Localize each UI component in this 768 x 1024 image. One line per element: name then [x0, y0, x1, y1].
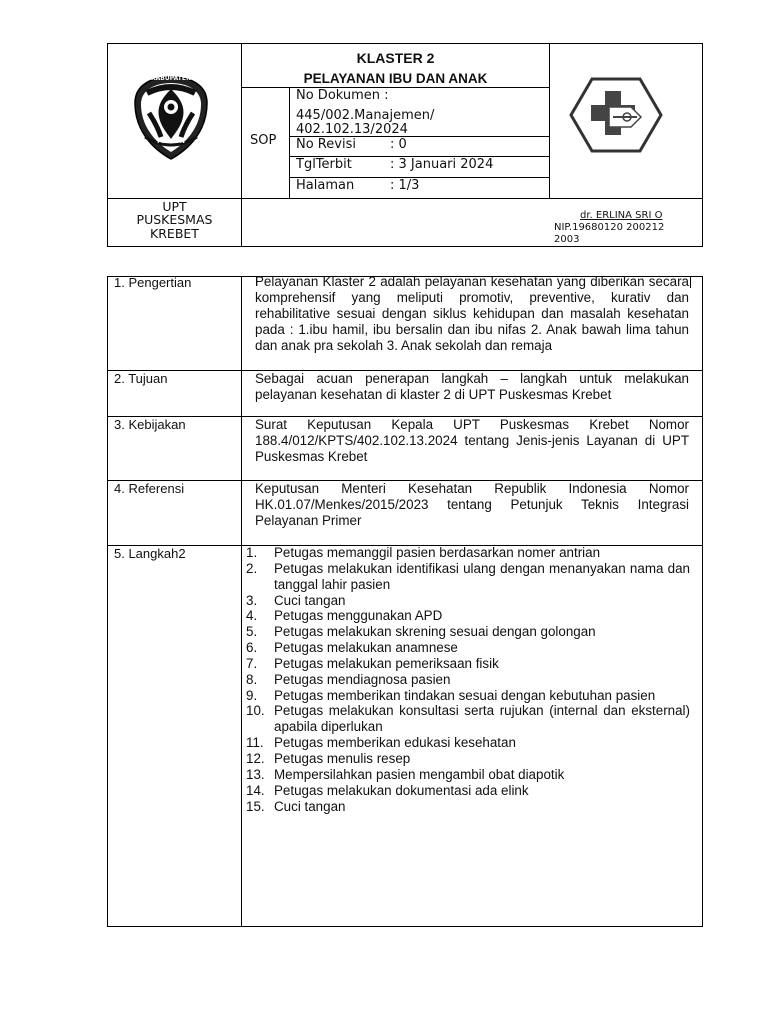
step-number: 3. — [246, 592, 258, 608]
sop-label: SOP — [250, 133, 277, 148]
list-item — [246, 608, 690, 624]
logo-text-bottom: MADIUN — [157, 138, 185, 145]
signer-nip-year: 2003 — [554, 234, 580, 245]
list-item — [246, 592, 690, 609]
halaman-value: : 1/3 — [390, 178, 420, 193]
no-revisi-label: No Revisi — [296, 137, 356, 152]
list-item — [246, 766, 690, 783]
step-number: 6. — [246, 640, 258, 656]
section-text-kebijakan: Surat Keputusan Kepala UPT Puskesmas Krebet Nomor 188.4/012/KPTS/402.102.13.2024 tentang Jenis-jenis Layanan di UPT Puskesmas Krebet — [255, 417, 689, 464]
tgl-terbit-value: : 3 Januari 2024 — [390, 157, 494, 172]
step-text: Petugas melakukan anamnese — [274, 640, 458, 656]
section-text-tujuan: Sebagai acuan penerapan langkah – langkah untuk melakukan pelayanan kesehatan di klaster 2 di UPT Puskesmas Krebet — [255, 371, 689, 402]
no-revisi-value: : 0 — [390, 137, 407, 152]
list-item — [246, 798, 690, 815]
list-item — [246, 640, 690, 656]
section-text-pengertian: Pelayanan Klaster 2 adalah pelayanan kesehatan yang diberikan secara komprehensif yang meliputi promotiv, preventive, kurativ dan rehabilitative sesuai dengan siklus kehidupan dan masalah kesehatan pada : 1.ibu hamil, ibu bersalin dan ibu nifas 2. Anak bawah lima tahun dan anak pra sekolah 3. Anak sekolah dan remaja — [255, 274, 689, 353]
step-text: Petugas melakukan dokumentasi ada elink — [274, 782, 529, 798]
step-number: 13. — [246, 766, 265, 782]
step-number: 14. — [246, 782, 265, 798]
list-item — [246, 671, 690, 688]
madiun-regency-emblem-icon — [131, 73, 211, 161]
step-number: 1. — [246, 545, 258, 560]
step-number: 4. — [246, 608, 258, 624]
step-number: 15. — [246, 798, 265, 814]
no-dokumen-label: No Dokumen : — [296, 88, 389, 103]
step-text: Petugas memanggil pasien berdasarkan nomer antrian — [274, 545, 601, 560]
step-text: Mempersilahkan pasien mengambil obat diapotik — [274, 766, 565, 782]
document-title-klaster: KLASTER 2 — [356, 50, 435, 66]
step-number: 8. — [246, 671, 258, 687]
step-text: Petugas melakukan identifikasi ulang dengan menanyakan nama dan tanggal lahir pasien — [274, 560, 690, 592]
section-label-pengertian: 1. Pengertian — [114, 275, 192, 290]
step-text: Cuci tangan — [274, 592, 346, 608]
list-item — [246, 687, 690, 704]
unit-name-line1: UPT — [162, 199, 187, 214]
step-number: 7. — [246, 655, 258, 671]
step-text: Petugas melakukan konsultasi serta rujukan (internal dan eksternal) apabila diperlukan — [274, 703, 690, 735]
signer-name: dr. ERLINA SRI O — [580, 210, 663, 221]
step-text: Petugas menggunakan APD — [274, 608, 443, 624]
list-item — [246, 655, 690, 672]
no-dokumen-value-line2: 402.102.13/2024 — [296, 122, 408, 137]
list-item — [246, 735, 690, 751]
step-text: Petugas melakukan skrening sesuai dengan golongan — [274, 624, 596, 640]
section-label-kebijakan: 3. Kebijakan — [114, 417, 186, 432]
list-item — [246, 750, 690, 767]
step-text: Petugas mendiagnosa pasien — [274, 671, 451, 687]
step-text: Cuci tangan — [274, 798, 346, 814]
list-item — [246, 782, 690, 799]
step-number: 2. — [246, 560, 258, 576]
step-number: 11. — [246, 735, 264, 751]
step-number: 12. — [246, 750, 265, 766]
list-item — [246, 703, 690, 735]
section-label-referensi: 4. Referensi — [114, 481, 185, 496]
step-number: 5. — [246, 624, 258, 640]
document-title-pelayanan: PELAYANAN IBU DAN ANAK — [303, 71, 488, 86]
section-label-tujuan: 2. Tujuan — [114, 371, 168, 386]
logo-text-top: KABUPATEN — [151, 75, 191, 82]
list-item — [246, 560, 690, 593]
step-text: Petugas memberikan edukasi kesehatan — [274, 735, 516, 751]
unit-name-line2: PUSKESMAS — [136, 212, 213, 227]
steps-list — [246, 545, 690, 814]
step-number: 10. — [246, 703, 265, 719]
step-text: Petugas melakukan pemeriksaan fisik — [274, 655, 499, 671]
puskesmas-emblem-icon — [569, 77, 663, 153]
section-label-langkah: 5. Langkah2 — [114, 546, 186, 561]
unit-name-line3: KREBET — [150, 226, 199, 241]
signer-nip: NIP.19680120 200212 — [554, 222, 665, 233]
step-number: 9. — [246, 687, 258, 703]
step-text: Petugas memberikan tindakan sesuai dengan kebutuhan pasien — [274, 687, 656, 703]
step-text: Petugas menulis resep — [274, 750, 411, 766]
halaman-label: Halaman — [296, 178, 355, 193]
list-item — [246, 624, 690, 640]
section-text-referensi: Keputusan Menteri Kesehatan Republik Indonesia Nomor HK.01.07/Menkes/2015/2023 tentang Petunjuk Teknis Integrasi Pelayanan Primer — [255, 481, 689, 528]
no-dokumen-value-line1: 445/002.Manajemen/ — [296, 108, 435, 123]
list-item — [246, 545, 690, 561]
tgl-terbit-label: TglTerbit — [296, 157, 352, 172]
